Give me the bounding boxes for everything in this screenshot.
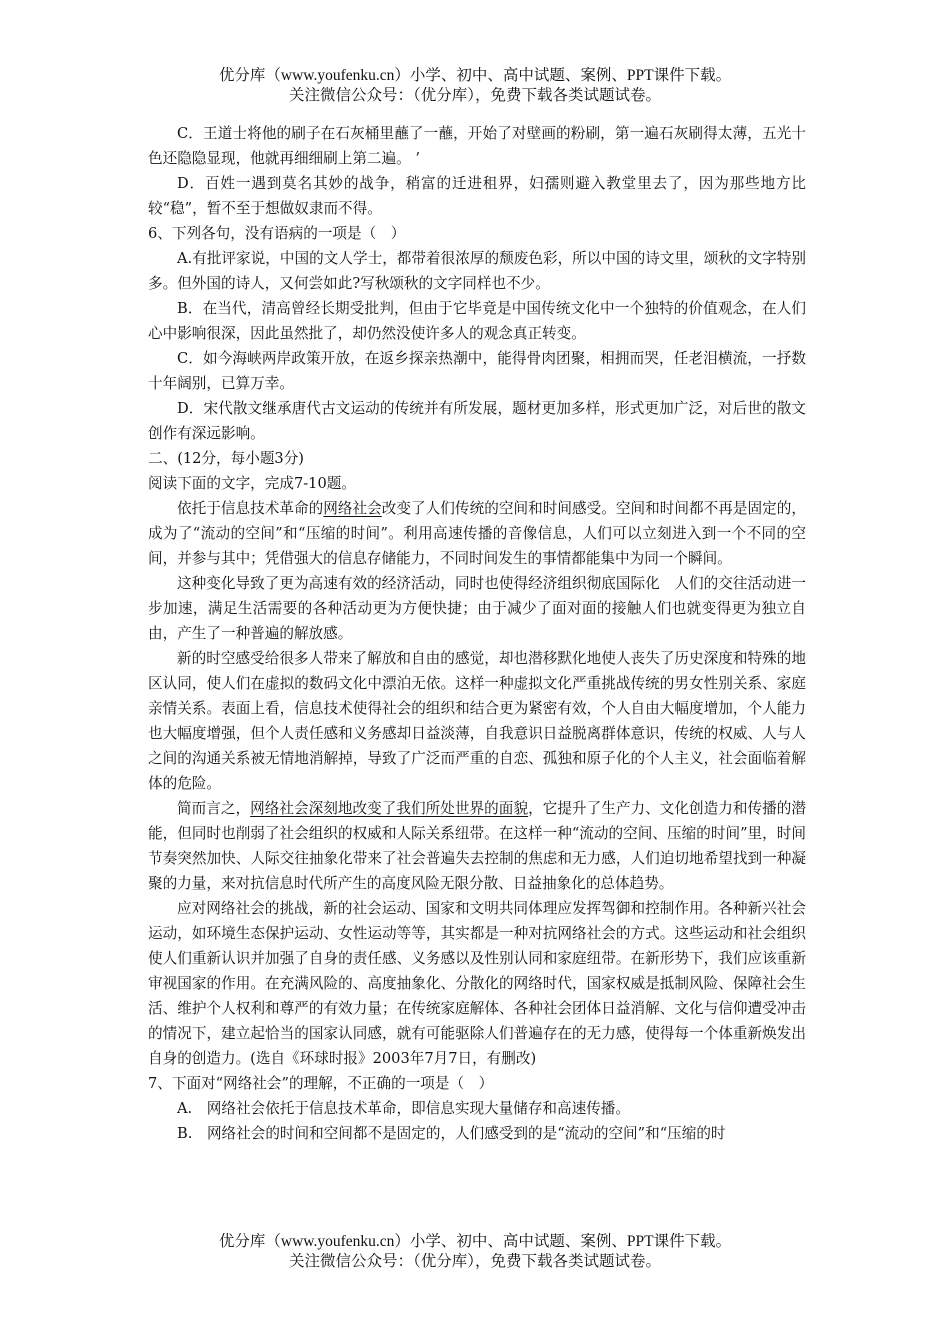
passage-paragraph-2: 这种变化导致了更为高速有效的经济活动，同时也使得经济组织彻底国际化 人们的交往活动进一步加速，满足生活需要的各种活动更为方便快捷；由于减少了面对面的接触人们也就变得更为独立自由，产生了一种普遍的解放感。 [148, 575, 806, 642]
page-footer [0, 1232, 950, 1272]
q6-stem: 6、下列各句，没有语病的一项是（ ） [148, 225, 406, 242]
passage-paragraph-3: 新的时空感受给很多人带来了解放和自由的感觉，却也潜移默化地使人丧失了历史深度和特殊的地区认同，使人们在虚拟的数码文化中漂泊无依。这样一种虚拟文化严重挑战传统的男女性别关系、家庭亲情关系。表面上看，信息技术使得社会的组织和结合更为紧密有效，个人自由大幅度增加，个人能力也大幅度增强，但个人责任感和义务感却日益淡薄，自我意识日益脱离群体意识，传统的权威、人与人之间的沟通关系被无情地消解掉，导致了广泛而严重的自恋、孤独和原子化的个人主义，社会面临着解体的危险。 [148, 650, 806, 792]
passage-p1-underlined: 网络社会 [323, 500, 382, 517]
footer-line-1: 优分库（www.youfenku.cn）小学、初中、高中试题、案例、PPT课件下载。 [218, 1233, 732, 1250]
section-2-instruction: 阅读下面的文字，完成7-10题。 [148, 475, 356, 492]
q6-option-a: A.有批评家说，中国的文人学士，都带着很浓厚的颓废色彩，所以中国的诗文里，颂秋的文字特别多。但外国的诗人，又何尝如此?写秋颂秋的文字同样也不少。 [148, 250, 806, 292]
header-line-2: 关注微信公众号：（优分库），免费下载各类试题试卷。 [288, 87, 661, 104]
footer-line-2: 关注微信公众号：（优分库），免费下载各类试题试卷。 [288, 1253, 661, 1270]
q7-option-b: B. 网络社会的时间和空间都不是固定的，人们感受到的是“流动的空间”和“压缩的时 [177, 1125, 726, 1142]
q6-option-d: D．宋代散文继承唐代古文运动的传统并有所发展，题材更加多样，形式更加广泛，对后世的散文创作有深远影响。 [148, 400, 806, 442]
passage-p1-post: 改变了人们传统的空间和时间感受。空间和时间都不再是固定的，成为了“流动的空间”和“压缩的时间”。利用高速传播的音像信息，人们可以立刻进入到一个不同的空间，并参与其中；凭借强大的信息存储能力，不同时间发生的事情都能集中为同一个瞬间。 [148, 500, 806, 567]
q7-option-a: A. 网络社会依托于信息技术革命，即信息实现大量储存和高速传播。 [177, 1100, 630, 1117]
document-body [148, 121, 806, 1146]
passage-p1-pre: 依托于信息技术革命的 [177, 500, 324, 517]
q6-option-c: C．如今海峡两岸政策开放，在返乡探亲热潮中，能得骨肉团聚，相拥而哭，任老泪横流，一抒数十年阔别，已算万幸。 [148, 350, 806, 392]
header-line-1: 优分库（www.youfenku.cn）小学、初中、高中试题、案例、PPT课件下载。 [218, 67, 732, 84]
q5-option-c: C．王道士将他的刷子在石灰桶里蘸了一蘸，开始了对壁画的粉刷，第一遍石灰刷得太薄，五光十色还隐隐显现，他就再细细刷上第二遍。 ’ [148, 125, 806, 167]
passage-paragraph-5: 应对网络社会的挑战，新的社会运动、国家和文明共同体理应发挥驾御和控制作用。各种新兴社会运动，如环境生态保护运动、女性运动等等，其实都是一种对抗网络社会的方式。这些运动和社会组织使人们重新认识并加强了自身的责任感、义务感以及性别认同和家庭纽带。在新形势下，我们应该重新审视国家的作用。在充满风险的、高度抽象化、分散化的网络时代，国家权威是抵制风险、保障社会生活、维护个人权利和尊严的有效力量；在传统家庭解体、各种社会团体日益消解、文化与信仰遭受冲击的情况下，建立起恰当的国家认同感，就有可能驱除人们普遍存在的无力感，使得每一个体重新焕发出自身的创造力。(选自《环球时报》2003年7月7日，有删改) [148, 900, 806, 1067]
passage-p4-post: ，它提升了生产力、文化创造力和传播的潜能，但同时也削弱了社会组织的权威和人际关系纽带。在这样一种“流动的空间、压缩的时间”里，时间节奏突然加快、人际交往抽象化带来了社会普遍失去控制的焦虑和无力感，人们迫切地希望找到一种凝聚的力量，来对抗信息时代所产生的高度风险无限分散、日益抽象化的总体趋势。 [148, 800, 806, 892]
q6-option-b: B．在当代，清高曾经长期受批判，但由于它毕竟是中国传统文化中一个独特的价值观念，在人们心中影响很深，因此虽然批了，却仍然没使许多人的观念真正转变。 [148, 300, 806, 342]
passage-p4-pre: 简而言之， [177, 800, 251, 817]
q5-option-d: D．百姓一遇到莫名其妙的战争，稍富的迁进租界，妇孺则避入教堂里去了，因为那些地方比较“稳”，暂不至于想做奴隶而不得。 [148, 175, 806, 217]
q7-stem: 7、下面对“网络社会”的理解，不正确的一项是（ ） [148, 1075, 494, 1092]
passage-paragraph-1 [148, 496, 806, 571]
passage-paragraph-4 [148, 796, 806, 896]
section-2-title: 二、(12分，每小题3分) [148, 450, 304, 467]
passage-p4-underlined: 网络社会深刻地改变了我们所处世界的面貌 [250, 800, 529, 817]
page-header [0, 66, 950, 106]
